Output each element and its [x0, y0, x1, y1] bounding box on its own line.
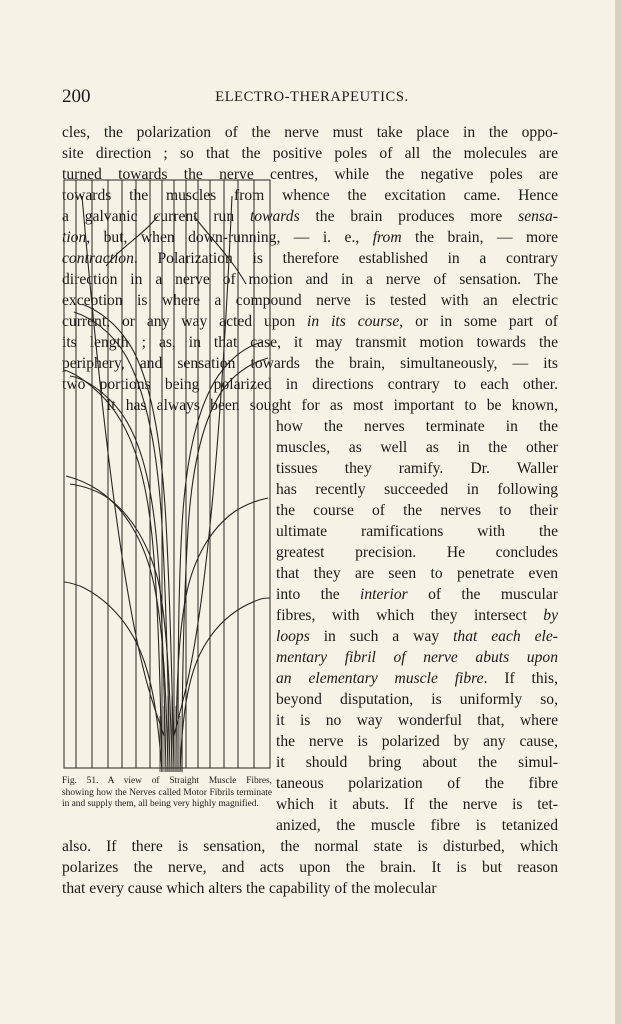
text-line: it should bring about the simul-	[276, 754, 558, 771]
text-line: the course of the nerves to their	[276, 502, 558, 519]
text-line: how the nerves terminate in the	[276, 418, 558, 435]
text-line: has recently succeeded in following	[276, 481, 558, 498]
text-line: that every cause which alters the capability of the molecular	[62, 880, 437, 897]
muscle-fibre-illustration	[62, 176, 274, 776]
figure-caption-body: showing how the Nerves called Motor Fibrils terminate in and supply them, all being very highly magnified.	[62, 787, 272, 809]
text-line: tion, but, when down-running, — i. e., from the brain, — more	[62, 229, 559, 246]
page-number: 200	[62, 86, 91, 107]
text-line: exception is where a compound nerve is tested with an electric	[62, 292, 558, 309]
text-line: site direction ; so that the positive poles of all the molecules are	[62, 145, 558, 162]
figure-frame	[64, 180, 270, 768]
text-line: taneous polarization of the fibre	[276, 775, 558, 792]
text-line: fibres, with which they intersect by	[276, 607, 558, 624]
text-line: the nerve is polarized by any cause,	[276, 733, 558, 750]
text-line: cles, the polarization of the nerve must take place in the oppo-	[62, 124, 558, 141]
text-line: that they are seen to penetrate even	[276, 565, 558, 582]
figure-caption-title: Fig. 51. A view of Straight Muscle Fibres,	[62, 776, 272, 786]
text-line: muscles, as well as in the other	[276, 439, 558, 456]
text-line: loops in such a way that each ele-	[276, 628, 558, 645]
text-line: greatest precision. He concludes	[276, 544, 558, 561]
text-line: tissues they ramify. Dr. Waller	[276, 460, 558, 477]
text-line: mentary fibril of nerve abuts upon	[276, 649, 558, 666]
text-line: beyond disputation, is uniformly so,	[276, 691, 558, 708]
text-line: its length ; as, in that case, it may transmit motion towards the	[62, 334, 558, 351]
text-line: also. If there is sensation, the normal state is disturbed, which	[62, 838, 558, 855]
text-line: a galvanic current run towards the brain produces more sensa-	[62, 208, 558, 225]
text-line: anized, the muscle fibre is tetanized	[276, 817, 558, 834]
text-line: it is no way wonderful that, where	[276, 712, 558, 729]
text-line: current, or any way acted upon in its course, or in some part of	[62, 313, 558, 330]
text-line: towards the muscles from whence the excitation came. Hence	[62, 187, 558, 204]
page-header	[62, 86, 562, 108]
text-line: into the interior of the muscular	[276, 586, 558, 603]
text-line: direction in a nerve of motion and in a nerve of sensation. The	[62, 271, 558, 288]
text-line: periphery, and sensation towards the brain, simultaneously, — its	[62, 355, 558, 372]
text-line: ultimate ramifications with the	[276, 523, 558, 540]
text-line: polarizes the nerve, and acts upon the brain. It is but reason	[62, 859, 558, 876]
page-edge-shadow	[615, 0, 621, 1024]
figure-caption	[62, 776, 272, 811]
text-line: which it abuts. If the nerve is tet-	[276, 796, 558, 813]
text-line: turned towards the nerve centres, while the negative poles are	[62, 166, 558, 183]
running-head: ELECTRO-THERAPEUTICS.	[215, 89, 409, 105]
text-line: an elementary muscle fibre. If this,	[276, 670, 558, 687]
text-line: contraction. Polarization is therefore established in a contrary	[62, 250, 558, 267]
text-line: It has always been sought for as most important to be known,	[106, 397, 558, 414]
nerve-fibril-loops	[64, 196, 270, 772]
text-line: two portions being polarized in directions contrary to each other.	[62, 376, 558, 393]
